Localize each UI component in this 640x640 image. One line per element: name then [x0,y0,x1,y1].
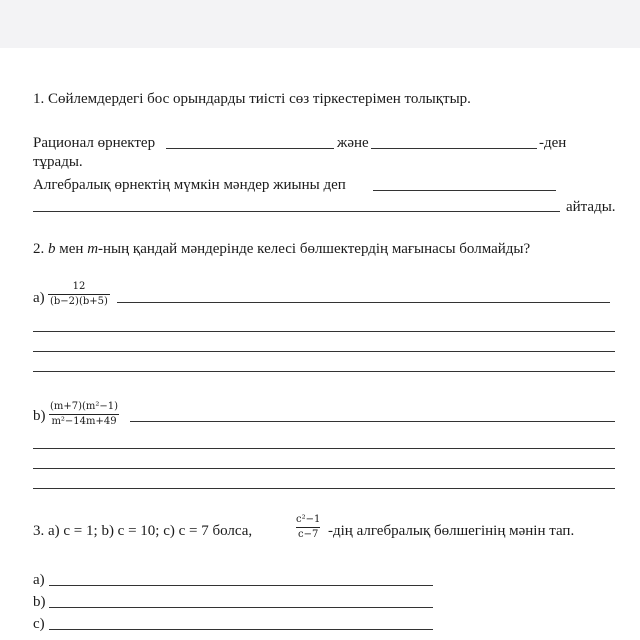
q1-blank-4[interactable] [33,211,560,212]
q1-line1-start: Рационал өрнектер [33,135,156,151]
q2-title-mid: мен [55,241,88,257]
q2-b-answer-line-2[interactable] [33,448,615,449]
q2-a-answer-line-1[interactable] [117,302,610,303]
q1-line2: тұрады. [33,154,83,170]
q2-a-denominator: (b−2)(b+5) [50,296,108,307]
q2-a-fraction [48,281,110,308]
q3-a-answer-line[interactable] [49,585,433,586]
q1-line1-end: -ден [539,135,567,151]
question-3-title-start: 3. a) c = 1; b) c = 10; c) c = 7 болса, [33,523,253,539]
q2-number: 2. [33,241,45,257]
q3-c-answer-line[interactable] [49,629,433,630]
question-3-title-end: -дің алгебралық бөлшегінің мәнін тап. [328,523,575,539]
q3-numerator: c²−1 [296,514,321,525]
q2-a-answer-line-2[interactable] [33,331,615,332]
q2-a-answer-line-3[interactable] [33,351,615,352]
q2-b-label: b) [33,408,46,424]
q2-b-answer-line-1[interactable] [130,421,615,422]
q1-line1-mid: және [337,135,369,151]
q1-line4-end: айтады. [566,199,616,215]
q1-blank-3[interactable] [373,190,556,191]
q2-b-numerator: (m+7)(m²−1) [50,401,119,412]
q1-blank-1[interactable] [166,148,334,149]
q3-a-label: a) [33,572,45,588]
q3-fraction [294,514,322,541]
q2-b-fraction [48,401,120,428]
q2-a-numerator: 12 [72,281,86,292]
q3-b-answer-line[interactable] [49,607,433,608]
viewer-top-bar [0,0,640,48]
q2-var-m: m [87,241,99,257]
q2-a-answer-line-4[interactable] [33,371,615,372]
q1-blank-2[interactable] [371,148,537,149]
q2-b-answer-line-4[interactable] [33,488,615,489]
q2-var-b: b [48,241,56,257]
question-2-title [33,240,530,258]
q2-a-label: a) [33,290,45,306]
q3-c-label: c) [33,616,45,632]
q3-b-label: b) [33,594,46,610]
question-1-title: 1. Сөйлемдердегі бос орындарды тиісті сөз тіркестерімен толықтыр. [33,91,471,107]
q3-denominator: c−7 [298,529,319,540]
q2-b-answer-line-3[interactable] [33,468,615,469]
q2-b-denominator: m²−14m+49 [51,416,117,427]
q1-line3: Алгебралық өрнектің мүмкін мәндер жиыны деп [33,177,346,193]
q2-title-rest: -ның қандай мәндерінде келесі бөлшектердің мағынасы болмайды? [98,241,531,257]
